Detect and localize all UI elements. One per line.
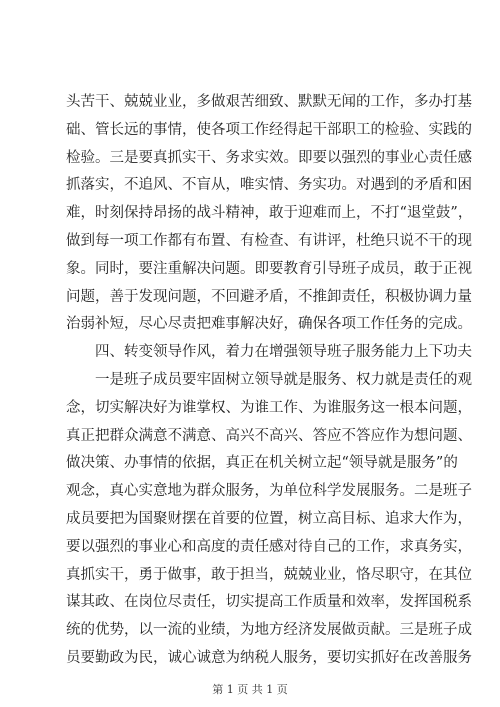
text-line: 真正把群众满意不满意、高兴不高兴、答应不答应作为想问题、 bbox=[66, 427, 472, 444]
text-line: 观念，真心实意地为群众服务，为单位科学发展服务。二是班子 bbox=[66, 483, 472, 500]
text-line: 员要勤政为民，诚心诚意为纳税人服务，要切实抓好在改善服务 bbox=[66, 649, 472, 666]
text-line: 统的优势，以一流的业绩，为地方经济发展做贡献。三是班子成 bbox=[66, 622, 472, 639]
text-line: 一是班子成员要牢固树立领导就是服务、权力就是责任的观 bbox=[95, 371, 472, 388]
text-line: 检验。三是要真抓实干、务求实效。即要以强烈的事业心责任感 bbox=[66, 149, 472, 166]
text-line: 难，时刻保持昂扬的战斗精神，敢于迎难而上，不打“退堂鼓”， bbox=[66, 205, 473, 222]
text-line: 象。同时，要注重解决问题。即要教育引导班子成员，敢于正视 bbox=[66, 260, 472, 277]
document-body bbox=[66, 89, 473, 673]
text-line: 谋其政、在岗位尽责任，切实提高工作质量和效率，发挥国税系 bbox=[66, 594, 472, 611]
text-line: 础、管长远的事情，使各项工作经得起干部职工的检验、实践的 bbox=[66, 121, 472, 138]
text-line: 念，切实解决好为谁掌权、为谁工作、为谁服务这一根本问题， bbox=[66, 399, 472, 416]
text-line: 做到每一项工作都有布置、有检查、有讲评，杜绝只说不干的现 bbox=[66, 232, 472, 249]
text-line: 真抓实干，勇于做事，敢于担当，兢兢业业，恪尽职守，在其位 bbox=[66, 566, 472, 583]
text-line: 治弱补短，尽心尽责把难事解决好，确保各项工作任务的完成。 bbox=[66, 316, 472, 333]
section-heading: 四、转变领导作风，着力在增强领导班子服务能力上下功夫 bbox=[95, 344, 472, 361]
text-line: 头苦干、兢兢业业，多做艰苦细致、默默无闻的工作，多办打基 bbox=[66, 94, 472, 110]
text-line: 做决策、办事情的依据，真正在机关树立起“领导就是服务”的 bbox=[66, 455, 458, 472]
text-line: 抓落实，不追风、不盲从，唯实情、务实功。对遇到的矛盾和困 bbox=[66, 177, 472, 194]
page-footer: 第 1 页 共 1 页 bbox=[212, 683, 288, 696]
text-line: 要以强烈的事业心和高度的责任感对待自己的工作，求真务实， bbox=[66, 538, 472, 555]
text-line: 成员要把为国聚财摆在首要的位置，树立高目标、追求大作为， bbox=[66, 510, 472, 527]
text-line: 问题，善于发现问题，不回避矛盾，不推卸责任，积极协调力量 bbox=[66, 288, 472, 305]
